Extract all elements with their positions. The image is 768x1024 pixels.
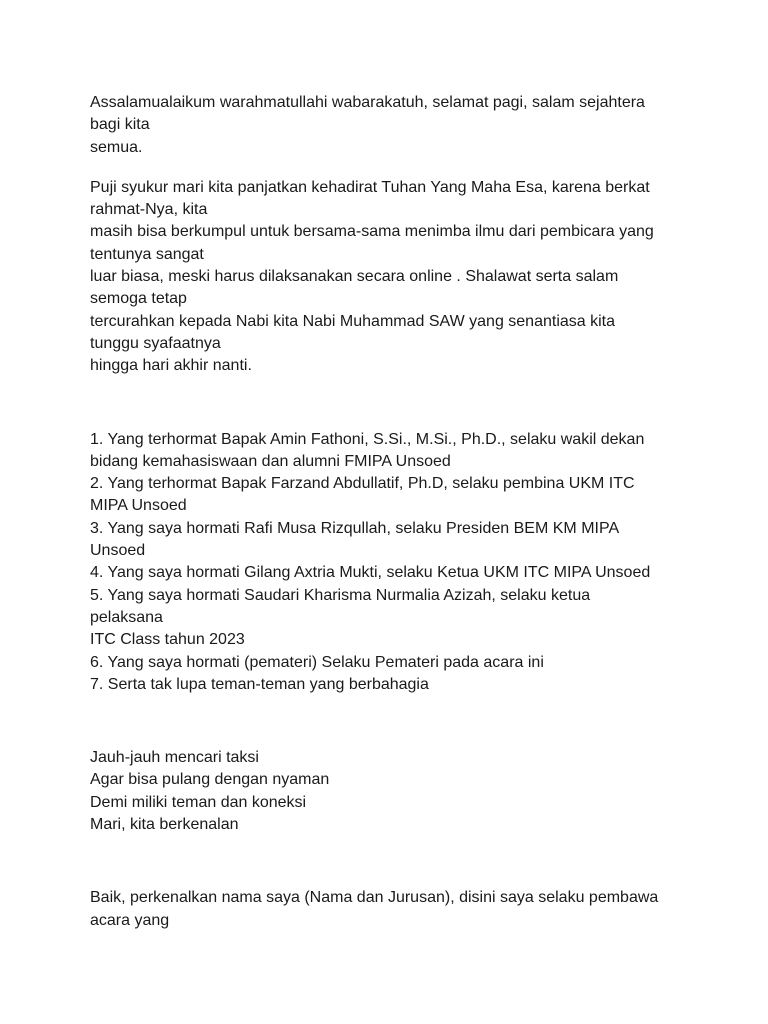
text-line: masih bisa berkumpul untuk bersama-sama menimba ilmu dari pembicara yang bbox=[90, 223, 654, 241]
list-item: 1. Yang terhormat Bapak Amin Fathoni, S.Si., M.Si., Ph.D., selaku wakil dekan bbox=[90, 430, 645, 448]
paragraph-spacer bbox=[90, 836, 690, 887]
text-line: Puji syukur mari kita panjatkan kehadirat Tuhan Yang Maha Esa, karena berkat bbox=[90, 178, 650, 196]
text-line: semua. bbox=[90, 138, 143, 156]
list-item: ITC Class tahun 2023 bbox=[90, 631, 245, 649]
list-item: 3. Yang saya hormati Rafi Musa Rizqullah, selaku Presiden BEM KM MIPA bbox=[90, 519, 620, 537]
opening-paragraph bbox=[90, 177, 690, 378]
text-line: Demi miliki teman dan koneksi bbox=[90, 793, 307, 811]
pantun-verse bbox=[90, 747, 690, 836]
text-line: bagi kita bbox=[90, 116, 150, 134]
text-line: tentunya sangat bbox=[90, 245, 204, 263]
greeting-paragraph bbox=[90, 92, 690, 159]
list-item: 7. Serta tak lupa teman-teman yang berbahagia bbox=[90, 675, 429, 693]
paragraph-spacer bbox=[90, 159, 690, 177]
text-line: tercurahkan kepada Nabi kita Nabi Muhammad SAW yang senantiasa kita bbox=[90, 312, 616, 330]
text-line: Assalamualaikum warahmatullahi wabarakatuh, selamat pagi, salam sejahtera bbox=[90, 94, 645, 111]
text-line: Baik, perkenalkan nama saya (Nama dan Jurusan), disini saya selaku pembawa bbox=[90, 889, 659, 907]
text-line: luar biasa, meski harus dilaksanakan secara online . Shalawat serta salam bbox=[90, 268, 619, 286]
document-page bbox=[90, 92, 690, 932]
list-item: pelaksana bbox=[90, 608, 163, 626]
list-item: bidang kemahasiswaan dan alumni FMIPA Unsoed bbox=[90, 452, 451, 470]
list-item: MIPA Unsoed bbox=[90, 497, 187, 515]
text-line: acara yang bbox=[90, 911, 170, 929]
text-line: Jauh-jauh mencari taksi bbox=[90, 749, 259, 767]
introduction-paragraph bbox=[90, 887, 690, 932]
list-item: Unsoed bbox=[90, 542, 146, 560]
list-item: 4. Yang saya hormati Gilang Axtria Mukti, selaku Ketua UKM ITC MIPA Unsoed bbox=[90, 564, 651, 582]
paragraph-spacer bbox=[90, 696, 690, 747]
text-line: semoga tetap bbox=[90, 290, 187, 308]
text-line: hingga hari akhir nanti. bbox=[90, 357, 252, 375]
list-item: 6. Yang saya hormati (pemateri) Selaku Pemateri pada acara ini bbox=[90, 653, 544, 671]
list-item: 5. Yang saya hormati Saudari Kharisma Nurmalia Azizah, selaku ketua bbox=[90, 586, 591, 604]
text-line: rahmat-Nya, kita bbox=[90, 201, 208, 219]
list-item: 2. Yang terhormat Bapak Farzand Abdullatif, Ph.D, selaku pembina UKM ITC bbox=[90, 475, 635, 493]
text-line: Agar bisa pulang dengan nyaman bbox=[90, 771, 330, 789]
text-line: tunggu syafaatnya bbox=[90, 334, 221, 352]
honorifics-list bbox=[90, 429, 690, 697]
text-line: Mari, kita berkenalan bbox=[90, 816, 239, 834]
paragraph-spacer bbox=[90, 378, 690, 429]
